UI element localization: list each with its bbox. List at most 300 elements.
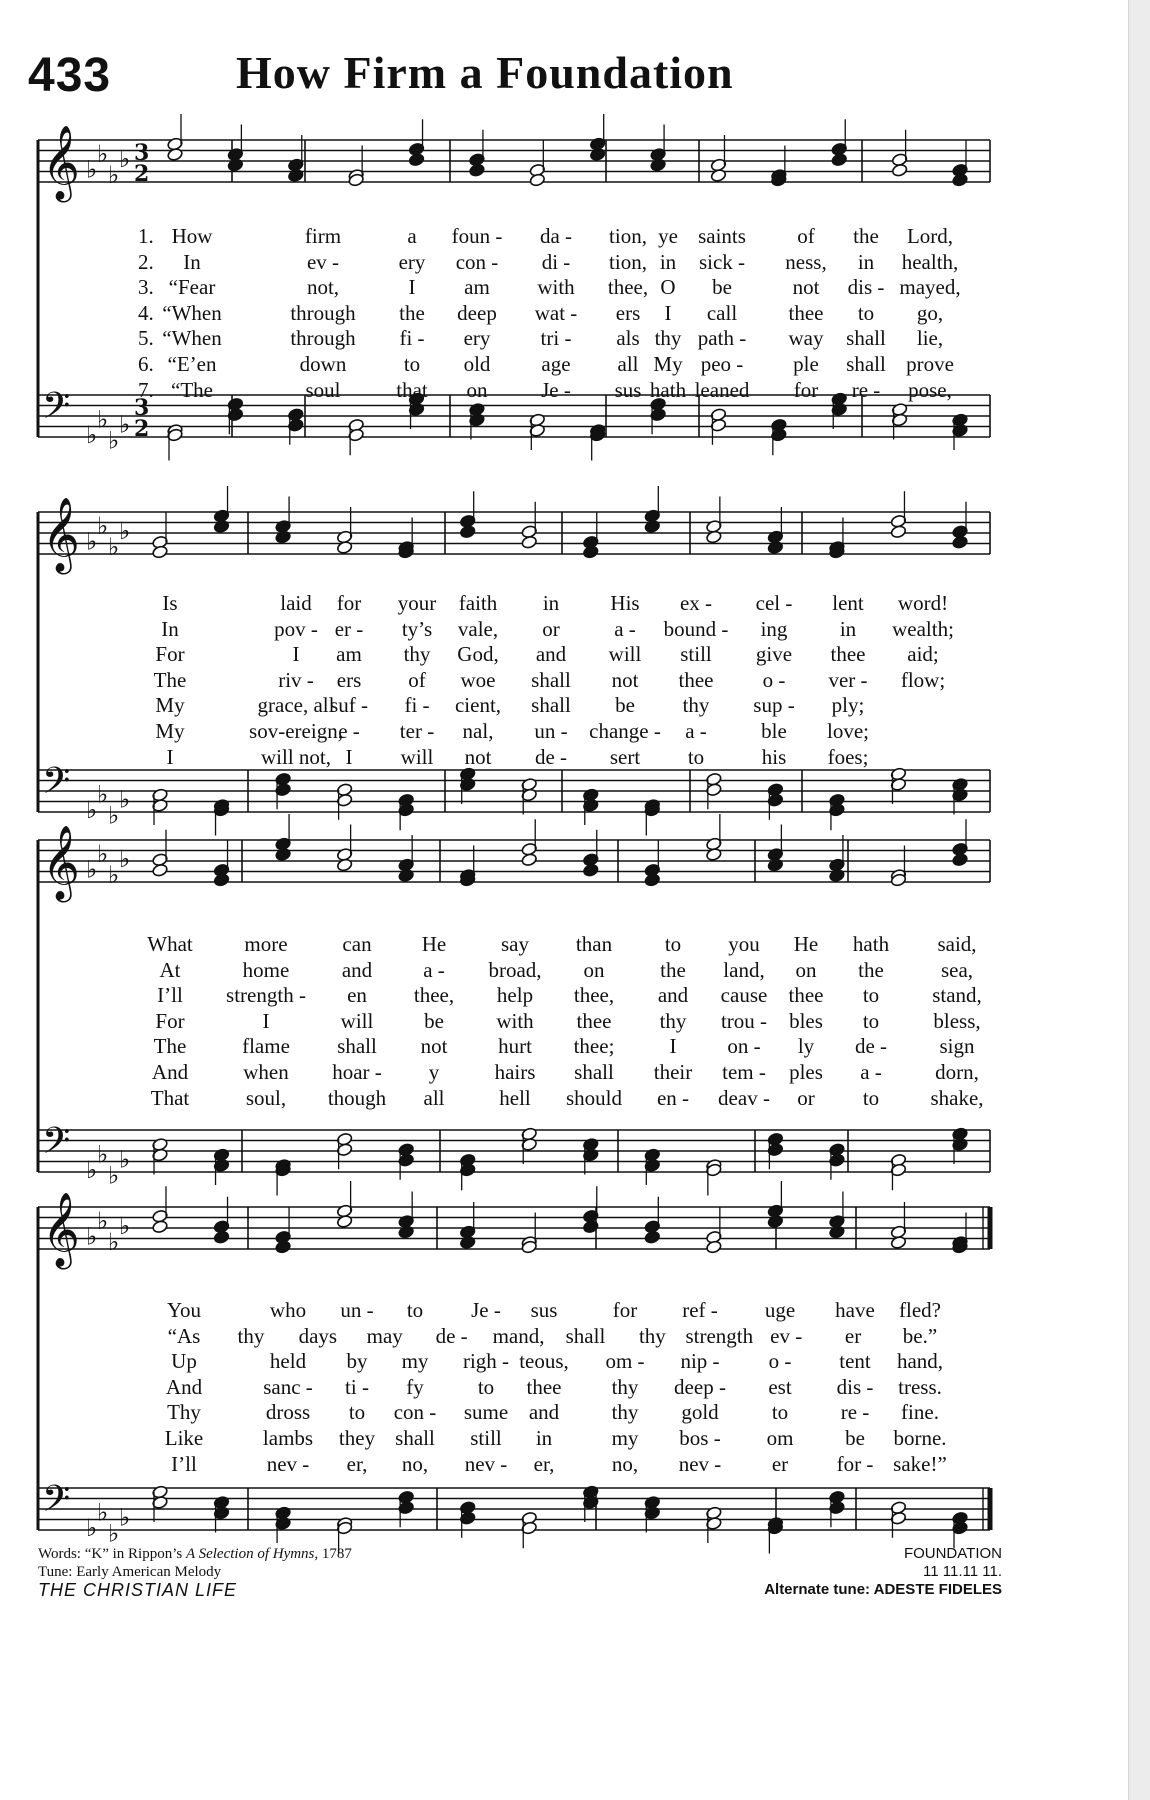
lyric-syllable: uge [764, 1298, 796, 1322]
lyric-syllable: ver - [828, 667, 868, 692]
lyric-syllable: ers [615, 300, 641, 325]
flat-icon: ♭ [119, 845, 131, 873]
lyric-syllable: the [660, 957, 686, 982]
lyric-syllable: all [617, 352, 639, 376]
note-head [890, 525, 907, 539]
note-head [767, 858, 784, 872]
lyric-syllable: a - [685, 719, 707, 743]
note-head [706, 1240, 723, 1254]
lyric-syllable: when [243, 1060, 289, 1084]
lyric-syllable: er, [346, 1451, 368, 1476]
lyric-syllable: thy [638, 1323, 666, 1348]
lyric-syllable: lie, [916, 326, 944, 351]
lyric-syllable: I’ll [157, 983, 183, 1008]
lyric-syllable: er [771, 1451, 789, 1476]
lyric-line-verse-4 [0, 1009, 1150, 1035]
lyric-syllable: broad, [488, 957, 542, 982]
lyric-syllable: cient, [454, 693, 502, 718]
note-head [287, 168, 304, 182]
lyric-syllable: ex - [679, 591, 713, 615]
lyric-syllable: my [401, 1349, 429, 1374]
lyric-syllable: At [159, 957, 181, 982]
lyric-syllable: nal, [462, 719, 494, 743]
lyric-syllable: down [299, 352, 347, 376]
lyric-syllable: have [835, 1298, 875, 1322]
lyric-syllable: change - [589, 719, 661, 743]
lyric-syllable: tri - [540, 326, 572, 351]
lyric-syllable: sus [530, 1298, 558, 1322]
lyric-syllable: thee [788, 983, 824, 1008]
lyric-syllable: thy [403, 642, 431, 667]
note-head [152, 545, 169, 559]
note-head [521, 535, 538, 549]
lyric-syllable: you [728, 932, 760, 956]
lyric-line-verse-6 [0, 352, 1150, 378]
note-head [469, 163, 486, 177]
lyric-line-verse-5 [0, 1034, 1150, 1060]
lyric-syllable: nip - [680, 1349, 720, 1374]
lyric-syllable: strength [685, 1323, 754, 1348]
lyric-syllable: thy [654, 326, 682, 351]
lyric-syllable: O [660, 275, 676, 300]
note-head [459, 1235, 476, 1249]
lyric-syllable: nev - [678, 1451, 722, 1476]
lyric-line-verse-6 [0, 719, 1150, 745]
lyric-syllable: flow; [900, 667, 946, 692]
lyric-syllable: deep [457, 300, 497, 325]
lyric-syllable: con - [455, 249, 499, 274]
lyric-syllable: in [542, 591, 560, 615]
lyric-syllable: riv - [278, 667, 314, 692]
lyric-syllable: er, [533, 1451, 555, 1476]
lyric-syllable: thee; [573, 1034, 615, 1059]
lyric-syllable: for [793, 377, 819, 402]
lyric-syllable: cel - [755, 591, 793, 615]
words-credit-prefix: Words: “K” in Rippon’s [38, 1546, 186, 1562]
lyric-syllable: to [403, 352, 421, 376]
flat-icon: ♭ [119, 410, 131, 439]
lyric-syllable: soul, [245, 1085, 287, 1110]
bass-staff [0, 1120, 1150, 1190]
lyric-syllable: borne. [893, 1426, 947, 1450]
lyric-syllable: by [346, 1349, 368, 1374]
lyric-syllable: laid [280, 591, 312, 615]
lyric-syllable: all [423, 1085, 445, 1110]
lyric-syllable: dis - [836, 1374, 874, 1399]
lyric-syllable: fy [406, 1374, 424, 1399]
lyric-syllable: still [680, 642, 712, 667]
lyric-line-verse-3 [0, 275, 1150, 301]
flat-icon: ♭ [97, 1498, 109, 1527]
lyric-line-verse-3 [0, 1349, 1150, 1375]
lyric-syllable: fine. [901, 1400, 939, 1425]
lyric-syllable: de - [854, 1034, 888, 1059]
lyric-syllable: I [166, 744, 174, 769]
lyric-syllable: ing [760, 616, 788, 641]
note-head [650, 158, 667, 172]
lyric-syllable: way [788, 326, 824, 351]
lyric-syllable: How [171, 224, 213, 248]
lyric-syllable: to [687, 744, 705, 769]
lyric-syllable: leaned [694, 377, 750, 402]
lyric-syllable: call [706, 300, 738, 325]
note-head [167, 147, 184, 161]
verse-number: 5. [138, 326, 154, 351]
lyric-syllable: saints [698, 224, 746, 248]
lyric-syllable: The [153, 667, 187, 692]
treble-clef-icon: 𝄞 [42, 126, 80, 200]
lyric-syllable: for [612, 1298, 638, 1322]
lyric-syllable: lent [832, 591, 864, 615]
lyric-syllable: thee [678, 667, 714, 692]
lyric-syllable: will not, [260, 744, 332, 769]
flat-icon: ♭ [97, 511, 109, 540]
flat-icon: ♭ [108, 1227, 120, 1256]
tune-credit: Tune: Early American Melody [38, 1564, 222, 1580]
note-head [767, 1214, 784, 1228]
lyric-line-verse-4 [0, 668, 1150, 694]
lyric-syllable: Je - [471, 1298, 501, 1322]
footer-credits [38, 1545, 352, 1599]
flat-icon: ♭ [97, 1140, 109, 1169]
lyric-syllable: not [611, 667, 639, 692]
lyric-syllable: thee [576, 1008, 612, 1033]
lyric-syllable: to [862, 1008, 880, 1033]
lyric-line-verse-3 [0, 642, 1150, 668]
lyric-syllable: My [653, 352, 683, 376]
lyric-line-verse-7 [0, 1452, 1150, 1478]
lyric-syllable: tress. [898, 1374, 942, 1399]
lyric-syllable: foun - [451, 224, 503, 248]
note-head [831, 153, 848, 167]
lyric-syllable: In [161, 616, 179, 641]
note-head [891, 163, 908, 177]
flat-icon: ♭ [86, 1514, 98, 1542]
lyric-syllable: thee, [573, 983, 615, 1008]
verse-number: 7. [138, 377, 154, 402]
note-head [589, 147, 606, 161]
note-head [829, 868, 846, 882]
lyric-syllable: deep - [674, 1374, 726, 1399]
lyric-syllable: He [421, 932, 447, 956]
note-head [767, 540, 784, 554]
note-head [644, 873, 661, 887]
note-head [706, 847, 723, 861]
lyric-syllable: the [853, 224, 879, 248]
lyric-syllable: In [183, 249, 201, 274]
flat-icon: ♭ [97, 1206, 109, 1235]
lyric-syllable: thy [237, 1323, 265, 1348]
lyric-syllable: hurt [498, 1034, 532, 1059]
lyric-syllable: ple [793, 352, 819, 376]
lyric-syllable: of [797, 224, 815, 248]
flat-icon: ♭ [108, 426, 120, 455]
lyric-syllable: word! [897, 591, 949, 615]
lyric-syllable: “When [162, 326, 222, 351]
lyric-syllable: to [664, 932, 682, 956]
lyric-syllable: bless, [933, 1008, 981, 1033]
treble-staff [0, 498, 1150, 572]
note-head [152, 863, 169, 877]
flat-icon: ♭ [97, 405, 109, 434]
lyric-syllable: to [771, 1400, 789, 1425]
lyric-syllable: dis - [847, 275, 885, 300]
lyric-syllable: foes; [827, 744, 869, 769]
note-head [336, 1214, 353, 1228]
lyric-syllable: I [669, 1034, 677, 1059]
lyric-syllable: can [342, 932, 372, 956]
lyric-syllable: My [155, 693, 185, 718]
flat-icon: ♭ [86, 1222, 98, 1251]
lyric-syllable: peo - [700, 352, 744, 376]
lyric-line-verse-1 [0, 591, 1150, 617]
lyric-syllable: prove [906, 352, 954, 376]
lyric-syllable: hairs [494, 1060, 536, 1084]
lyric-syllable: sanc - [263, 1374, 313, 1399]
lyric-line-verse-4 [0, 301, 1150, 327]
lyric-syllable: wat - [534, 300, 578, 325]
bass-clef-icon: 𝄢 [42, 1478, 71, 1529]
lyric-syllable: ble [761, 719, 787, 743]
lyric-syllable: through [290, 326, 356, 351]
lyric-syllable: “Fear [168, 275, 216, 300]
lyric-syllable: re - [840, 1400, 870, 1425]
lyric-line-verse-2 [0, 958, 1150, 984]
lyric-syllable: to [862, 983, 880, 1008]
lyric-syllable: path - [697, 326, 747, 351]
lyric-syllable: be [712, 275, 732, 300]
lyric-syllable: sume [463, 1400, 509, 1425]
lyric-syllable: their [653, 1060, 693, 1084]
lyric-line-verse-2 [0, 617, 1150, 643]
words-credit-year: 1787 [318, 1546, 352, 1562]
lyric-line-verse-5 [0, 326, 1150, 352]
note-head [152, 1220, 169, 1234]
lyric-syllable: ly [797, 1034, 815, 1059]
verse-number: 3. [138, 275, 154, 300]
lyric-syllable: hath [649, 377, 687, 402]
lyric-syllable: sea, [940, 957, 974, 982]
lyric-line-verse-7 [0, 378, 1150, 404]
lyric-syllable: bos - [679, 1426, 721, 1450]
lyric-syllable: to [862, 1085, 880, 1110]
lyric-syllable: y [428, 1060, 440, 1084]
lyric-syllable: who [269, 1298, 307, 1322]
note-head [336, 858, 353, 872]
flat-icon: ♭ [97, 839, 109, 868]
lyric-line-verse-5 [0, 1400, 1150, 1426]
lyric-line-verse-6 [0, 1426, 1150, 1452]
flat-icon: ♭ [108, 532, 120, 561]
lyric-syllable: thee [526, 1374, 562, 1399]
lyric-syllable: shall [395, 1426, 435, 1450]
lyric-syllable: woe [460, 667, 496, 692]
lyric-syllable: land, [723, 957, 765, 982]
lyric-syllable: dorn, [935, 1060, 979, 1084]
lyric-syllable: shall [531, 693, 571, 718]
lyric-syllable: dross [265, 1400, 311, 1425]
lyric-line-verse-1 [0, 1298, 1150, 1324]
note-head [710, 168, 727, 182]
lyric-syllable: mand, [492, 1323, 545, 1348]
lyric-syllable: in [857, 249, 875, 274]
lyric-syllable: righ - [462, 1349, 510, 1374]
lyric-syllable: not [464, 744, 492, 769]
lyric-syllable: fi - [404, 693, 430, 718]
lyric-syllable: thee, [413, 983, 455, 1008]
note-head [582, 863, 599, 877]
flat-icon: ♭ [86, 155, 98, 184]
lyric-syllable: firm [304, 224, 342, 248]
lyric-syllable: say [501, 932, 529, 956]
lyric-syllable: hell [499, 1085, 531, 1110]
lyric-syllable: be [615, 693, 635, 718]
lyric-line-verse-7 [0, 745, 1150, 771]
lyric-syllable: thy [611, 1400, 639, 1425]
lyric-syllable: shall [846, 352, 886, 376]
lyric-syllable: da - [539, 224, 573, 248]
lyric-syllable: hath [852, 932, 890, 956]
lyric-syllable: shake, [930, 1085, 984, 1110]
lyric-syllable: ply; [831, 693, 865, 718]
lyric-syllable: Is [162, 591, 178, 615]
lyric-syllable: “When [162, 300, 222, 325]
lyric-syllable: tion, [609, 224, 647, 248]
flat-icon: ♭ [119, 517, 131, 545]
lyric-line-verse-2 [0, 250, 1150, 276]
alternate-tune: Alternate tune: ADESTE FIDELES [764, 1581, 1002, 1598]
lyric-syllable: through [290, 300, 356, 325]
lyric-syllable: thee [788, 300, 824, 325]
note-head [398, 868, 415, 882]
lyric-syllable: to [348, 1400, 366, 1425]
lyric-syllable: to [477, 1374, 495, 1399]
lyric-syllable: thy [611, 1374, 639, 1399]
lyric-syllable: ye [658, 224, 678, 248]
lyric-syllable: held [269, 1349, 307, 1374]
lyric-syllable: or [542, 616, 560, 641]
lyric-syllable: ery [463, 326, 491, 351]
lyric-syllable: stand, [932, 983, 982, 1008]
lyric-syllable: sus [614, 377, 642, 402]
lyric-syllable: “As [167, 1323, 201, 1348]
note-head [398, 1225, 415, 1239]
lyric-syllable: I’ll [171, 1451, 197, 1476]
tune-meter: 11 11.11 11. [923, 1563, 1002, 1580]
lyric-syllable: and [528, 1400, 560, 1425]
lyric-syllable: may [366, 1323, 403, 1348]
lyric-syllable: en [347, 983, 367, 1008]
lyric-syllable: sign [939, 1034, 975, 1059]
flat-icon: ♭ [108, 1161, 120, 1190]
flat-icon: ♭ [97, 139, 109, 168]
lyric-syllable: not [792, 275, 820, 300]
lyric-syllable: love; [827, 719, 869, 743]
note-head [582, 545, 599, 559]
bass-clef-icon: 𝄢 [42, 385, 71, 436]
treble-staff [0, 826, 1150, 900]
lyric-syllable: shall [846, 326, 886, 351]
lyric-syllable: shall [574, 1060, 614, 1084]
words-credit-book: A Selection of Hymns, [185, 1546, 319, 1562]
flat-icon: ♭ [86, 855, 98, 884]
lyric-syllable: no, [401, 1451, 429, 1476]
lyric-syllable: of [408, 667, 426, 692]
lyric-syllable: will [340, 1008, 374, 1033]
lyric-syllable: ter - [399, 719, 435, 743]
lyric-syllable: You [166, 1298, 202, 1322]
lyric-syllable: e - [338, 719, 360, 743]
lyric-syllable: or [797, 1085, 815, 1110]
lyric-syllable: sert [609, 744, 641, 769]
lyric-syllable: on [795, 957, 817, 982]
lyric-syllable: to [406, 1298, 424, 1322]
lyric-syllable: with [496, 1008, 534, 1033]
lyric-syllable: con - [393, 1400, 437, 1425]
lyric-syllable: And [165, 1374, 203, 1399]
note-head [213, 873, 230, 887]
treble-staff [0, 1193, 1150, 1267]
lyric-syllable: to [857, 300, 875, 325]
treble-clef-icon: 𝄞 [42, 826, 80, 900]
lyric-syllable: lambs [262, 1426, 314, 1450]
lyric-syllable: Je - [541, 377, 571, 402]
bass-staff [0, 1478, 1150, 1548]
lyric-syllable: though [327, 1085, 387, 1110]
lyric-syllable: shall [337, 1034, 377, 1059]
lyric-syllable: Thy [167, 1400, 201, 1425]
lyric-syllable: ev - [306, 249, 340, 274]
lyric-line-verse-7 [0, 1086, 1150, 1112]
treble-clef-icon: 𝄞 [42, 498, 80, 572]
lyric-syllable: fi - [399, 326, 425, 351]
lyric-line-verse-5 [0, 693, 1150, 719]
lyric-syllable: shall [565, 1323, 606, 1348]
lyric-syllable: home [242, 957, 290, 982]
lyric-syllable: your [397, 591, 437, 615]
lyric-line-verse-4 [0, 1375, 1150, 1401]
flat-icon: ♭ [97, 780, 109, 809]
lyric-line-verse-3 [0, 983, 1150, 1009]
flat-icon: ♭ [119, 1145, 131, 1174]
note-head [336, 540, 353, 554]
verse-number: 2. [138, 249, 154, 274]
lyric-syllable: de - [435, 1323, 468, 1348]
bass-clef-icon: 𝄢 [42, 1120, 71, 1171]
lyric-syllable: o - [762, 667, 786, 692]
lyric-syllable: hand, [896, 1349, 944, 1374]
note-head [952, 173, 969, 187]
lyric-syllable: for [336, 591, 362, 615]
lyric-syllable: His [610, 591, 640, 615]
lyric-syllable: I [664, 300, 672, 325]
hymn-number: 433 [28, 49, 112, 102]
lyric-syllable: still [470, 1426, 502, 1450]
lyric-syllable: I [262, 1008, 270, 1033]
lyric-syllable: grace, all [257, 693, 335, 718]
lyric-syllable: hoar - [332, 1060, 382, 1084]
lyric-syllable: give [755, 642, 793, 667]
words-credit [38, 1545, 352, 1563]
verse-number: 4. [138, 300, 154, 325]
lyric-syllable: teous, [519, 1349, 569, 1374]
flat-icon: ♭ [86, 796, 98, 824]
lyric-syllable: Up [171, 1349, 197, 1374]
lyric-syllable: ples [789, 1060, 823, 1084]
lyric-syllable: er [844, 1323, 862, 1348]
lyric-syllable: om - [605, 1349, 645, 1374]
lyric-syllable: health, [901, 249, 959, 274]
